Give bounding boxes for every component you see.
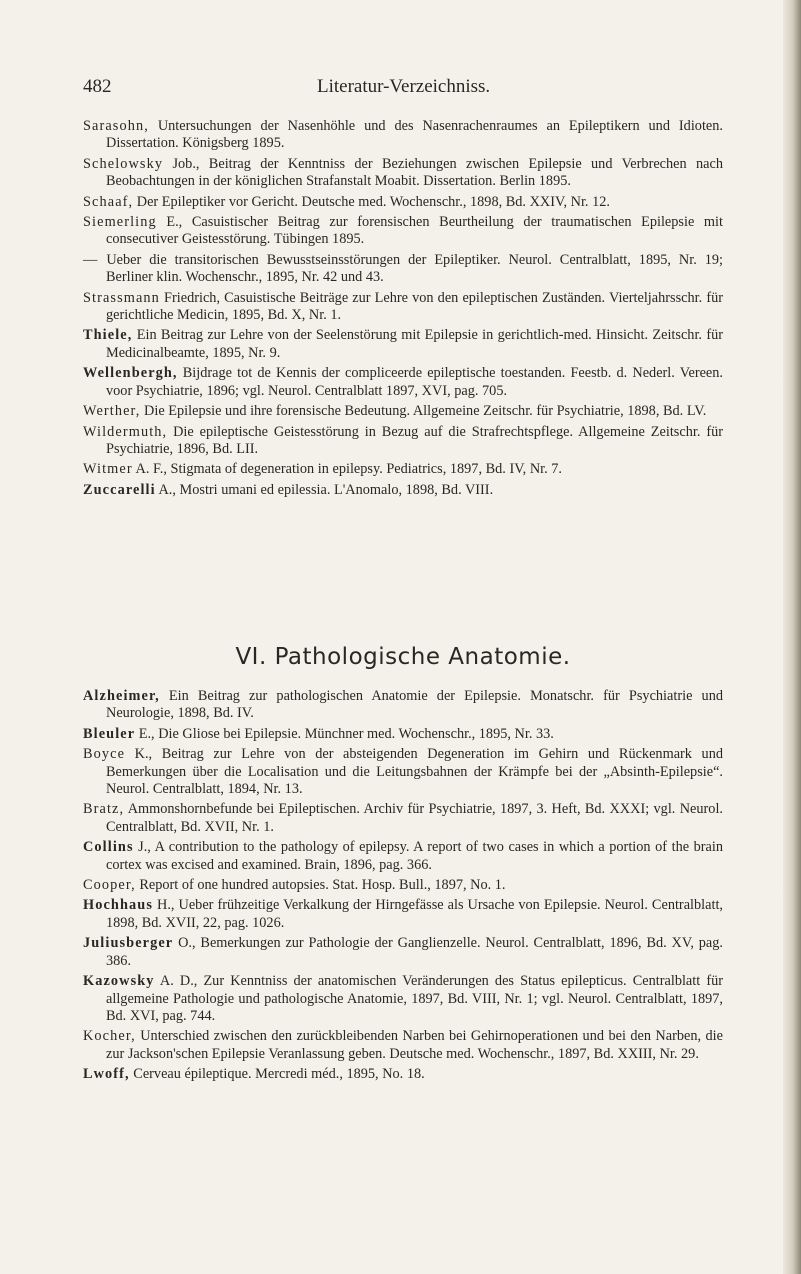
bibliography-entry xyxy=(83,973,723,1025)
bibliography-list-top xyxy=(83,118,723,502)
bibliography-entry xyxy=(83,424,723,459)
entry-text: Der Epileptiker vor Gericht. Deutsche med. Wochenschr., 1898, Bd. XXIV, Nr. 12. xyxy=(133,193,610,210)
entry-author: Witmer xyxy=(83,461,133,478)
bibliography-entry xyxy=(83,327,723,362)
bibliography-entry xyxy=(83,897,723,932)
entry-author: Wellenbergh, xyxy=(83,365,178,382)
bibliography-entry xyxy=(83,214,723,249)
entry-author: Wildermuth, xyxy=(83,423,168,440)
entry-text: Bijdrage tot de Kennis der compliceerde epileptische toestanden. Feestb. d. Nederl. Vereen. voor Psychiatrie, 1896; vgl. Neurol. Centralblatt 1897, XVI, pag. 705. xyxy=(106,365,723,399)
entry-text: Ammonshornbefunde bei Epileptischen. Archiv für Psychiatrie, 1897, 3. Heft, Bd. XXXI; vgl. Neurol. Centralblatt, Bd. XVII, Nr. 1. xyxy=(106,801,723,835)
entry-text: H., Ueber frühzeitige Verkalkung der Hirngefässe als Ursache von Epilepsie. Neurol. Centralblatt, 1898, Bd. XVII, 22, pag. 1026. xyxy=(106,897,723,931)
entry-author: Juliusberger xyxy=(83,935,174,952)
entry-text: K., Beitrag zur Lehre von der absteigenden Degeneration im Gehirn und Rückenmark und Bemerkungen über die Localisation und die Leitungsbahnen der Krämpfe bei der „Absinth-Epilepsie“. Neurol. Centralblatt, 1894, Nr. 13. xyxy=(106,746,723,798)
entry-text: A. D., Zur Kenntniss der anatomischen Veränderungen des Status epilepticus. Centralblatt für allgemeine Pathologie und pathologische Anatomie, 1897, Bd. VIII, Nr. 1; vgl. Neurol. Centralblatt, 1897, Bd. XVI, pag. 744. xyxy=(106,973,723,1024)
entry-author: Bleuler xyxy=(83,725,136,742)
entry-author: Boyce xyxy=(83,746,126,763)
bibliography-entry xyxy=(83,365,723,400)
entry-author: Lwoff, xyxy=(83,1066,130,1083)
entry-author: Zuccarelli xyxy=(83,481,156,498)
bibliography-entry xyxy=(83,801,723,836)
entry-author: Schelowsky xyxy=(83,155,164,172)
entry-author: Strassmann xyxy=(83,289,160,306)
entry-text: Ein Beitrag zur Lehre von der Seelenstörung mit Epilepsie in gerichtlich-med. Hinsicht. Zeitschr. für Medicinalbeamte, 1895, Nr. 9. xyxy=(106,327,723,361)
entry-text: A. F., Stigmata of degeneration in epilepsy. Pediatrics, 1897, Bd. IV, Nr. 7. xyxy=(132,461,562,478)
entry-author: Kocher, xyxy=(83,1028,136,1045)
page-header xyxy=(83,76,723,102)
entry-author: Sarasohn, xyxy=(83,118,149,134)
entry-text: E., Casuistischer Beitrag zur forensischen Beurtheilung der traumatischen Epilepsie mit consecutiver Geistesstörung. Tübingen 1895. xyxy=(106,214,723,248)
entry-text: A., Mostri umani ed epilessia. L'Anomalo, 1898, Bd. VIII. xyxy=(155,481,494,498)
bibliography-entry xyxy=(83,688,723,723)
entry-text: Friedrich, Casuistische Beiträge zur Lehre von den epileptischen Zuständen. Vierteljahrsschr. für gerichtliche Medicin, 1895, Bd. X, Nr. 1. xyxy=(106,289,723,324)
entry-text: Unterschied zwischen den zurückbleibenden Narben bei Gehirnoperationen und bei den Narben, die zur Jackson'schen Epilepsie Veranlassung geben. Deutsche med. Wochenschr., 1897, Bd. XXIII, Nr. 29. xyxy=(106,1028,723,1062)
running-title: Literatur-Verzeichniss. xyxy=(317,76,491,97)
entry-text: Cerveau épileptique. Mercredi méd., 1895, No. 18. xyxy=(129,1066,425,1083)
entry-author: Hochhaus xyxy=(83,897,153,914)
entry-text: Die epileptische Geistesstörung in Bezug auf die Strafrechtspflege. Allgemeine Zeitschr. für Psychiatrie, 1896, Bd. LII. xyxy=(106,423,723,457)
entry-author: Bratz, xyxy=(83,801,125,818)
entry-author: Kazowsky xyxy=(83,973,155,990)
section-heading: VI. Pathologische Anatomie. xyxy=(235,644,571,670)
page-edge-shadow xyxy=(783,0,801,1274)
bibliography-entry xyxy=(83,726,723,743)
bibliography-entry xyxy=(83,746,723,798)
bibliography-entry xyxy=(83,482,723,499)
entry-author: Schaaf, xyxy=(83,193,134,210)
bibliography-entry xyxy=(83,252,723,287)
bibliography-list-bottom xyxy=(83,688,723,1087)
bibliography-entry xyxy=(83,118,723,153)
entry-author: Cooper, xyxy=(83,877,136,894)
bibliography-entry xyxy=(83,935,723,970)
bibliography-entry xyxy=(83,290,723,325)
bibliography-entry xyxy=(83,877,723,894)
entry-text: O., Bemerkungen zur Pathologie der Ganglienzelle. Neurol. Centralblatt, 1896, Bd. XV, pag. 386. xyxy=(106,935,723,969)
bibliography-entry xyxy=(83,1028,723,1063)
bibliography-entry xyxy=(83,403,723,420)
entry-author: Werther, xyxy=(83,403,141,420)
entry-author: Collins xyxy=(83,839,134,856)
entry-text: Report of one hundred autopsies. Stat. Hosp. Bull., 1897, No. 1. xyxy=(135,877,506,894)
page-number: 482 xyxy=(83,76,112,97)
bibliography-entry xyxy=(83,1066,723,1083)
entry-text: Die Epilepsie und ihre forensische Bedeutung. Allgemeine Zeitschr. für Psychiatrie, 1898, Bd. LV. xyxy=(140,403,707,420)
entry-text: J., A contribution to the pathology of epilepsy. A report of two cases in which a portion of the brain cortex was excised and examined. Brain, 1896, pag. 366. xyxy=(106,839,723,873)
entry-text: Untersuchungen der Nasenhöhle und des Nasenrachenraumes an Epileptikern und Idioten. Dissertation. Königsberg 1895. xyxy=(106,118,723,152)
bibliography-entry xyxy=(83,194,723,211)
entry-author: — xyxy=(83,251,99,268)
entry-text: Ueber die transitorischen Bewusstseinsstörungen der Epileptiker. Neurol. Centralblatt, 1895, Nr. 19; Berliner klin. Wochenschr., 1895, Nr. 42 und 43. xyxy=(98,251,723,286)
bibliography-entry xyxy=(83,156,723,191)
entry-author: Thiele, xyxy=(83,327,133,344)
bibliography-entry xyxy=(83,839,723,874)
entry-text: Job., Beitrag der Kenntniss der Beziehungen zwischen Epilepsie und Verbrechen nach Beobachtungen in der königlichen Strafanstalt Moabit. Dissertation. Berlin 1895. xyxy=(106,155,723,190)
entry-text: E., Die Gliose bei Epilepsie. Münchner med. Wochenschr., 1895, Nr. 33. xyxy=(135,725,554,742)
bibliography-entry xyxy=(83,461,723,478)
entry-author: Alzheimer, xyxy=(83,688,160,704)
entry-author: Siemerling xyxy=(83,214,157,231)
entry-text: Ein Beitrag zur pathologischen Anatomie der Epilepsie. Monatschr. für Psychiatrie und Neurologie, 1898, Bd. IV. xyxy=(106,688,723,722)
